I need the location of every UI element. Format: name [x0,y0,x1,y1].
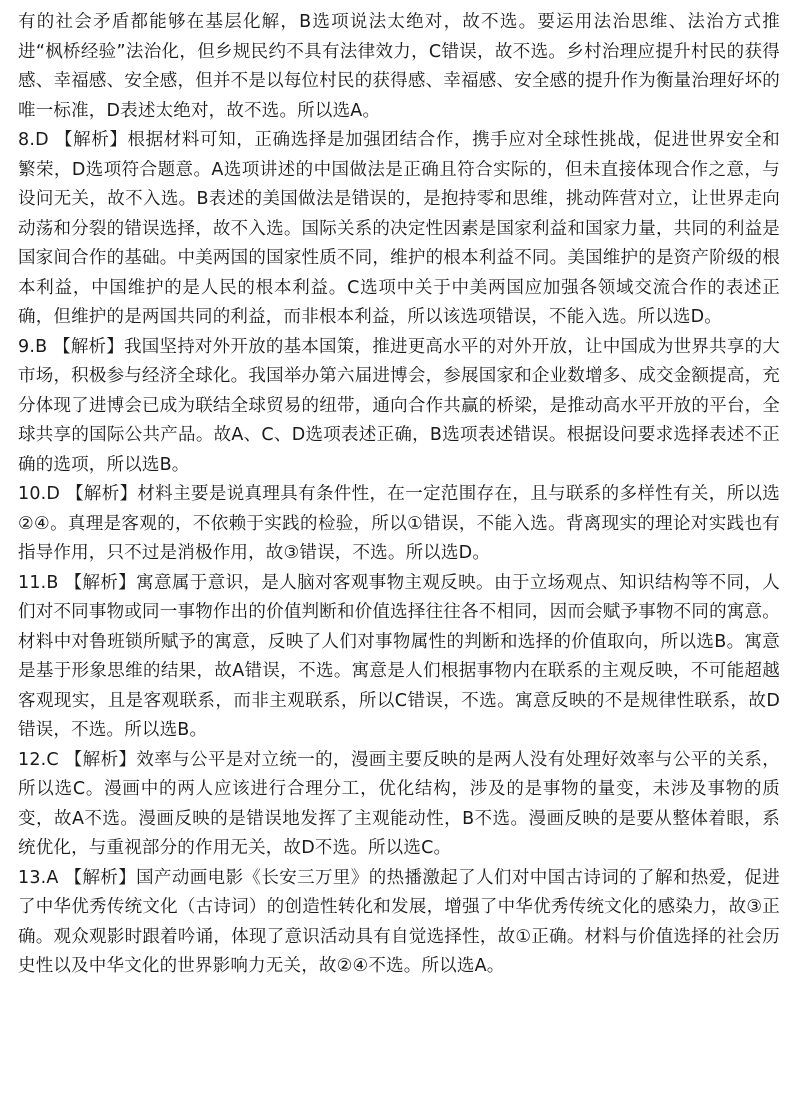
answer-10-explanation: 10.D 【解析】材料主要是说真理具有条件性，在一定范围存在，且与联系的多样性有关，所以选②④。真理是客观的，不依赖于实践的检验，所以①错误，不能入选。背离现实的理论对实践也有指导作用，只不过是消极作用，故③错误，不选。所以选D。 [18,484,780,563]
answer-11-explanation: 11.B 【解析】寓意属于意识，是人脑对客观事物主观反映。由于立场观点、知识结构等不同，人们对不同事物或同一事物作出的价值判断和价值选择往往各不相同，因而会赋予事物不同的寓意。材料中对鲁班锁所赋予的寓意，反映了人们对事物属性的判断和选择的价值取向，所以选B。寓意是基于形象思维的结果，故A错误，不选。寓意是人们根据事物内在联系的主观反映，不可能超越客观现实，且是客观联系，而非主观联系，所以C错误，不选。寓意反映的不是规律性联系，故D错误，不选。所以选B。 [18,572,780,740]
answer-8-explanation: 8.D 【解析】根据材料可知，正确选择是加强团结合作，携手应对全球性挑战，促进世界安全和繁荣，D选项符合题意。A选项讲述的中国做法是正确且符合实际的，但未直接体现合作之意，与设问无关，故不入选。B表述的美国做法是错误的，是抱持零和思维，挑动阵营对立，让世界走向动荡和分裂的错误选择，故不入选。国际关系的决定性因素是国家利益和国家力量，共同的利益是国家间合作的基础。中美两国的国家性质不同，维护的根本利益不同。美国维护的是资产阶级的根本利益，中国维护的是人民的根本利益。C选项中关于中美两国应加强各领域交流合作的表述正确，但维护的是两国共同的利益，而非根本利益，所以该选项错误，不能入选。所以选D。 [18,130,780,327]
answer-12-explanation: 12.C 【解析】效率与公平是对立统一的，漫画主要反映的是两人没有处理好效率与公平的关系，所以选C。漫画中的两人应该进行合理分工，优化结构，涉及的是事物的量变，未涉及事物的质变，故A不选。漫画反映的是错误地发挥了主观能动性，B不选。漫画反映的是要从整体着眼，系统优化，与重视部分的作用无关，故D不选。所以选C。 [18,749,780,858]
paragraph-continuation: 有的社会矛盾都能够在基层化解，B选项说法太绝对，故不选。要运用法治思维、法治方式推进“枫桥经验”法治化，但乡规民约不具有法律效力，C错误，故不选。乡村治理应提升村民的获得感、幸福感、安全感，但并不是以每位村民的获得感、幸福感、安全感的提升作为衡量治理好坏的唯一标准，D表述太绝对，故不选。所以选A。 [18,12,780,121]
answer-explanations [18,8,780,982]
answer-13-explanation: 13.A 【解析】国产动画电影《长安三万里》的热播激起了人们对中国古诗词的了解和热爱，促进了中华优秀传统文化（古诗词）的创造性转化和发展，增强了中华优秀传统文化的感染力，故③正确。观众观影时跟着吟诵，体现了意识活动具有自觉选择性，故①正确。材料与价值选择的社会历史性以及中华文化的世界影响力无关，故②④不选。所以选A。 [18,867,780,976]
answer-9-explanation: 9.B 【解析】我国坚持对外开放的基本国策，推进更高水平的对外开放，让中国成为世界共享的大市场，积极参与经济全球化。我国举办第六届进博会，参展国家和企业数增多、成交金额提高，充分体现了进博会已成为联结全球贸易的纽带，通向合作共赢的桥梁，是推动高水平开放的平台，全球共享的国际公共产品。故A、C、D选项表述正确，B选项表述错误。根据设问要求选择表述不正确的选项，所以选B。 [18,336,780,475]
